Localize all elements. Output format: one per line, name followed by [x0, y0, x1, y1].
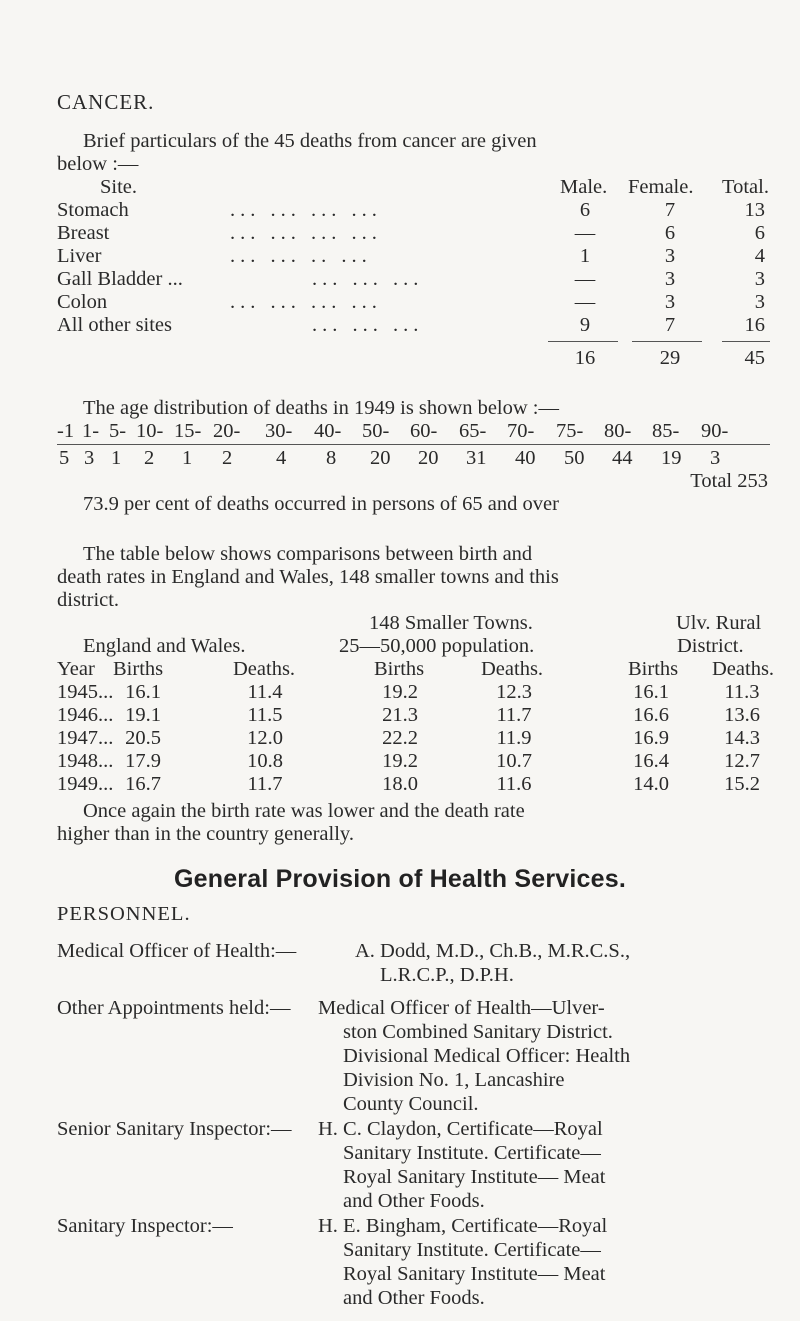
age-group-label: 80-	[604, 420, 632, 442]
header-male: Male.	[560, 176, 608, 198]
age-death-count: 31	[466, 447, 487, 469]
rate-cell: 11.7	[247, 773, 283, 795]
divider	[632, 341, 702, 342]
age-death-count: 1	[111, 447, 122, 469]
total-count: 6	[754, 222, 765, 244]
age-total: Total 253	[690, 470, 768, 492]
rate-cell: 11.4	[247, 681, 283, 703]
male-total: 16	[574, 347, 596, 369]
group-header-ulverston: Ulv. Rural	[676, 612, 762, 634]
rate-cell: 10.7	[496, 750, 532, 772]
site-label: All other sites	[57, 314, 173, 336]
rate-cell: 16.1	[633, 681, 669, 703]
rate-cell: 12.7	[724, 750, 760, 772]
divider	[57, 444, 770, 445]
rate-cell: 11.5	[247, 704, 283, 726]
total-count: 3	[754, 268, 765, 290]
male-count: 6	[579, 199, 591, 221]
detail-line: and Other Foods.	[343, 1287, 485, 1309]
cancer-intro: Brief particulars of the 45 deaths from cancer are given	[83, 130, 537, 152]
rate-cell: 18.0	[382, 773, 418, 795]
rate-cell: 16.9	[633, 727, 669, 749]
male-count: 9	[579, 314, 591, 336]
age-death-count: 4	[276, 447, 287, 469]
age-group-label: 70-	[507, 420, 535, 442]
rate-cell: 16.1	[125, 681, 161, 703]
male-count: —	[574, 291, 596, 313]
rate-cell: 16.4	[633, 750, 669, 772]
age-group-label: -1	[57, 420, 75, 442]
rates-conclusion: Once again the birth rate was lower and the death rate	[83, 800, 525, 822]
male-count: —	[574, 222, 596, 244]
rates-intro-cont: district.	[57, 589, 120, 611]
column-header: Births	[628, 658, 679, 680]
column-header: Deaths.	[712, 658, 775, 680]
detail-line: H. E. Bingham, Certificate—Royal	[318, 1215, 608, 1237]
total-count: 3	[754, 291, 765, 313]
entry-detail	[355, 939, 630, 987]
column-header: Births	[113, 658, 164, 680]
age-death-count: 44	[612, 447, 633, 469]
year-cell: 1946...	[57, 704, 114, 726]
rate-cell: 19.2	[382, 681, 418, 703]
entry-detail	[318, 996, 630, 1116]
age-group-label: 40-	[314, 420, 342, 442]
divider	[548, 341, 618, 342]
age-group-label: 1-	[82, 420, 100, 442]
year-cell: 1947...	[57, 727, 114, 749]
section-title: CANCER.	[57, 90, 155, 114]
female-count: 3	[664, 291, 676, 313]
male-count: —	[574, 268, 596, 290]
age-death-count: 3	[710, 447, 721, 469]
subheading: PERSONNEL.	[57, 903, 191, 925]
age-death-count: 2	[222, 447, 233, 469]
detail-line: H. C. Claydon, Certificate—Royal	[318, 1118, 603, 1140]
rate-cell: 16.6	[633, 704, 669, 726]
year-cell: 1949...	[57, 773, 114, 795]
age-group-label: 90-	[701, 420, 729, 442]
age-death-count: 3	[84, 447, 95, 469]
rate-cell: 11.7	[496, 704, 532, 726]
header-female: Female.	[628, 176, 694, 198]
rate-cell: 15.2	[724, 773, 760, 795]
female-count: 3	[664, 245, 676, 267]
age-death-count: 1	[182, 447, 193, 469]
year-cell: 1948...	[57, 750, 114, 772]
year-cell: 1945...	[57, 681, 114, 703]
section-heading: General Provision of Health Services.	[173, 865, 627, 893]
column-header: Deaths.	[481, 658, 544, 680]
age-summary: 73.9 per cent of deaths occurred in persons of 65 and over	[83, 493, 559, 515]
rate-cell: 11.3	[724, 681, 760, 703]
age-death-count: 40	[515, 447, 536, 469]
rate-cell: 22.2	[382, 727, 418, 749]
leader-dots: ... ... ...	[312, 314, 424, 336]
column-header: Deaths.	[233, 658, 296, 680]
rate-cell: 12.3	[496, 681, 532, 703]
age-group-label: 65-	[459, 420, 487, 442]
age-death-count: 50	[564, 447, 585, 469]
female-count: 6	[664, 222, 676, 244]
site-label: Liver	[57, 245, 102, 267]
age-death-count: 20	[370, 447, 391, 469]
entry-label: Other Appointments held:—	[57, 997, 291, 1019]
header-total: Total.	[722, 176, 769, 198]
age-group-label: 30-	[265, 420, 293, 442]
female-count: 7	[664, 314, 676, 336]
entry-detail	[318, 1214, 607, 1310]
detail-line: Royal Sanitary Institute— Meat	[343, 1166, 606, 1188]
rates-intro-cont: death rates in England and Wales, 148 smaller towns and this	[57, 566, 559, 588]
detail-line: Royal Sanitary Institute— Meat	[343, 1263, 606, 1285]
age-group-label: 50-	[362, 420, 390, 442]
rate-cell: 21.3	[382, 704, 418, 726]
site-label: Breast	[57, 222, 110, 244]
age-death-count: 2	[144, 447, 155, 469]
rate-cell: 11.9	[496, 727, 532, 749]
total-count: 16	[744, 314, 765, 336]
entry-detail	[318, 1117, 605, 1213]
rate-cell: 14.3	[724, 727, 760, 749]
leader-dots: ... ... ... ...	[230, 199, 382, 221]
rate-cell: 14.0	[633, 773, 669, 795]
entry-label: Medical Officer of Health:—	[57, 940, 297, 962]
rate-cell: 19.2	[382, 750, 418, 772]
male-count: 1	[579, 245, 591, 267]
detail-line: Medical Officer of Health—Ulver-	[318, 997, 605, 1019]
female-count: 3	[664, 268, 676, 290]
grand-total: 45	[744, 347, 765, 369]
site-label: Gall Bladder ...	[57, 268, 183, 290]
total-count: 13	[744, 199, 765, 221]
rate-cell: 13.6	[724, 704, 760, 726]
column-header: Year	[57, 658, 95, 680]
group-header-england-wales: England and Wales.	[83, 635, 246, 657]
age-group-label: 10-	[136, 420, 164, 442]
rate-cell: 12.0	[247, 727, 283, 749]
header-site: Site.	[100, 176, 138, 198]
detail-line: ston Combined Sanitary District.	[343, 1021, 613, 1043]
entry-label: Sanitary Inspector:—	[57, 1215, 233, 1237]
detail-line: Sanitary Institute. Certificate—	[343, 1142, 601, 1164]
age-death-count: 8	[326, 447, 337, 469]
age-death-count: 5	[59, 447, 70, 469]
age-death-count: 20	[418, 447, 439, 469]
rate-cell: 19.1	[125, 704, 161, 726]
column-header: Births	[374, 658, 425, 680]
detail-line: County Council.	[343, 1093, 479, 1115]
age-group-label: 5-	[109, 420, 127, 442]
rate-cell: 16.7	[125, 773, 161, 795]
site-label: Colon	[57, 291, 108, 313]
female-count: 7	[664, 199, 676, 221]
site-label: Stomach	[57, 199, 129, 221]
age-group-label: 20-	[213, 420, 241, 442]
leader-dots: ... ... .. ...	[230, 245, 372, 267]
detail-line: Divisional Medical Officer: Health	[343, 1045, 631, 1067]
leader-dots: ... ... ... ...	[230, 291, 382, 313]
age-group-label: 15-	[174, 420, 202, 442]
age-death-count: 19	[661, 447, 682, 469]
total-count: 4	[754, 245, 765, 267]
group-header-population: 25—50,000 population.	[339, 635, 535, 657]
rates-intro: The table below shows comparisons between birth and	[83, 543, 533, 565]
divider	[722, 341, 770, 342]
age-group-label: 60-	[410, 420, 438, 442]
age-group-label: 75-	[556, 420, 584, 442]
rate-cell: 10.8	[247, 750, 283, 772]
detail-line: L.R.C.P., D.P.H.	[380, 964, 514, 986]
detail-line: Sanitary Institute. Certificate—	[343, 1239, 601, 1261]
rates-conclusion-cont: higher than in the country generally.	[57, 823, 354, 845]
rate-cell: 11.6	[496, 773, 532, 795]
group-header-smaller-towns: 148 Smaller Towns.	[369, 612, 533, 634]
group-header-district: District.	[677, 635, 744, 657]
detail-line: Division No. 1, Lancashire	[343, 1069, 565, 1091]
age-group-label: 85-	[652, 420, 680, 442]
rate-cell: 20.5	[125, 727, 161, 749]
rate-cell: 17.9	[125, 750, 161, 772]
cancer-intro-cont: below :—	[57, 153, 139, 175]
detail-line: A. Dodd, M.D., Ch.B., M.R.C.S.,	[355, 940, 631, 962]
female-total: 29	[659, 347, 681, 369]
leader-dots: ... ... ... ...	[230, 222, 382, 244]
leader-dots: ... ... ...	[312, 268, 424, 290]
age-intro: The age distribution of deaths in 1949 is shown below :—	[83, 397, 559, 419]
entry-label: Senior Sanitary Inspector:—	[57, 1118, 292, 1140]
detail-line: and Other Foods.	[343, 1190, 485, 1212]
